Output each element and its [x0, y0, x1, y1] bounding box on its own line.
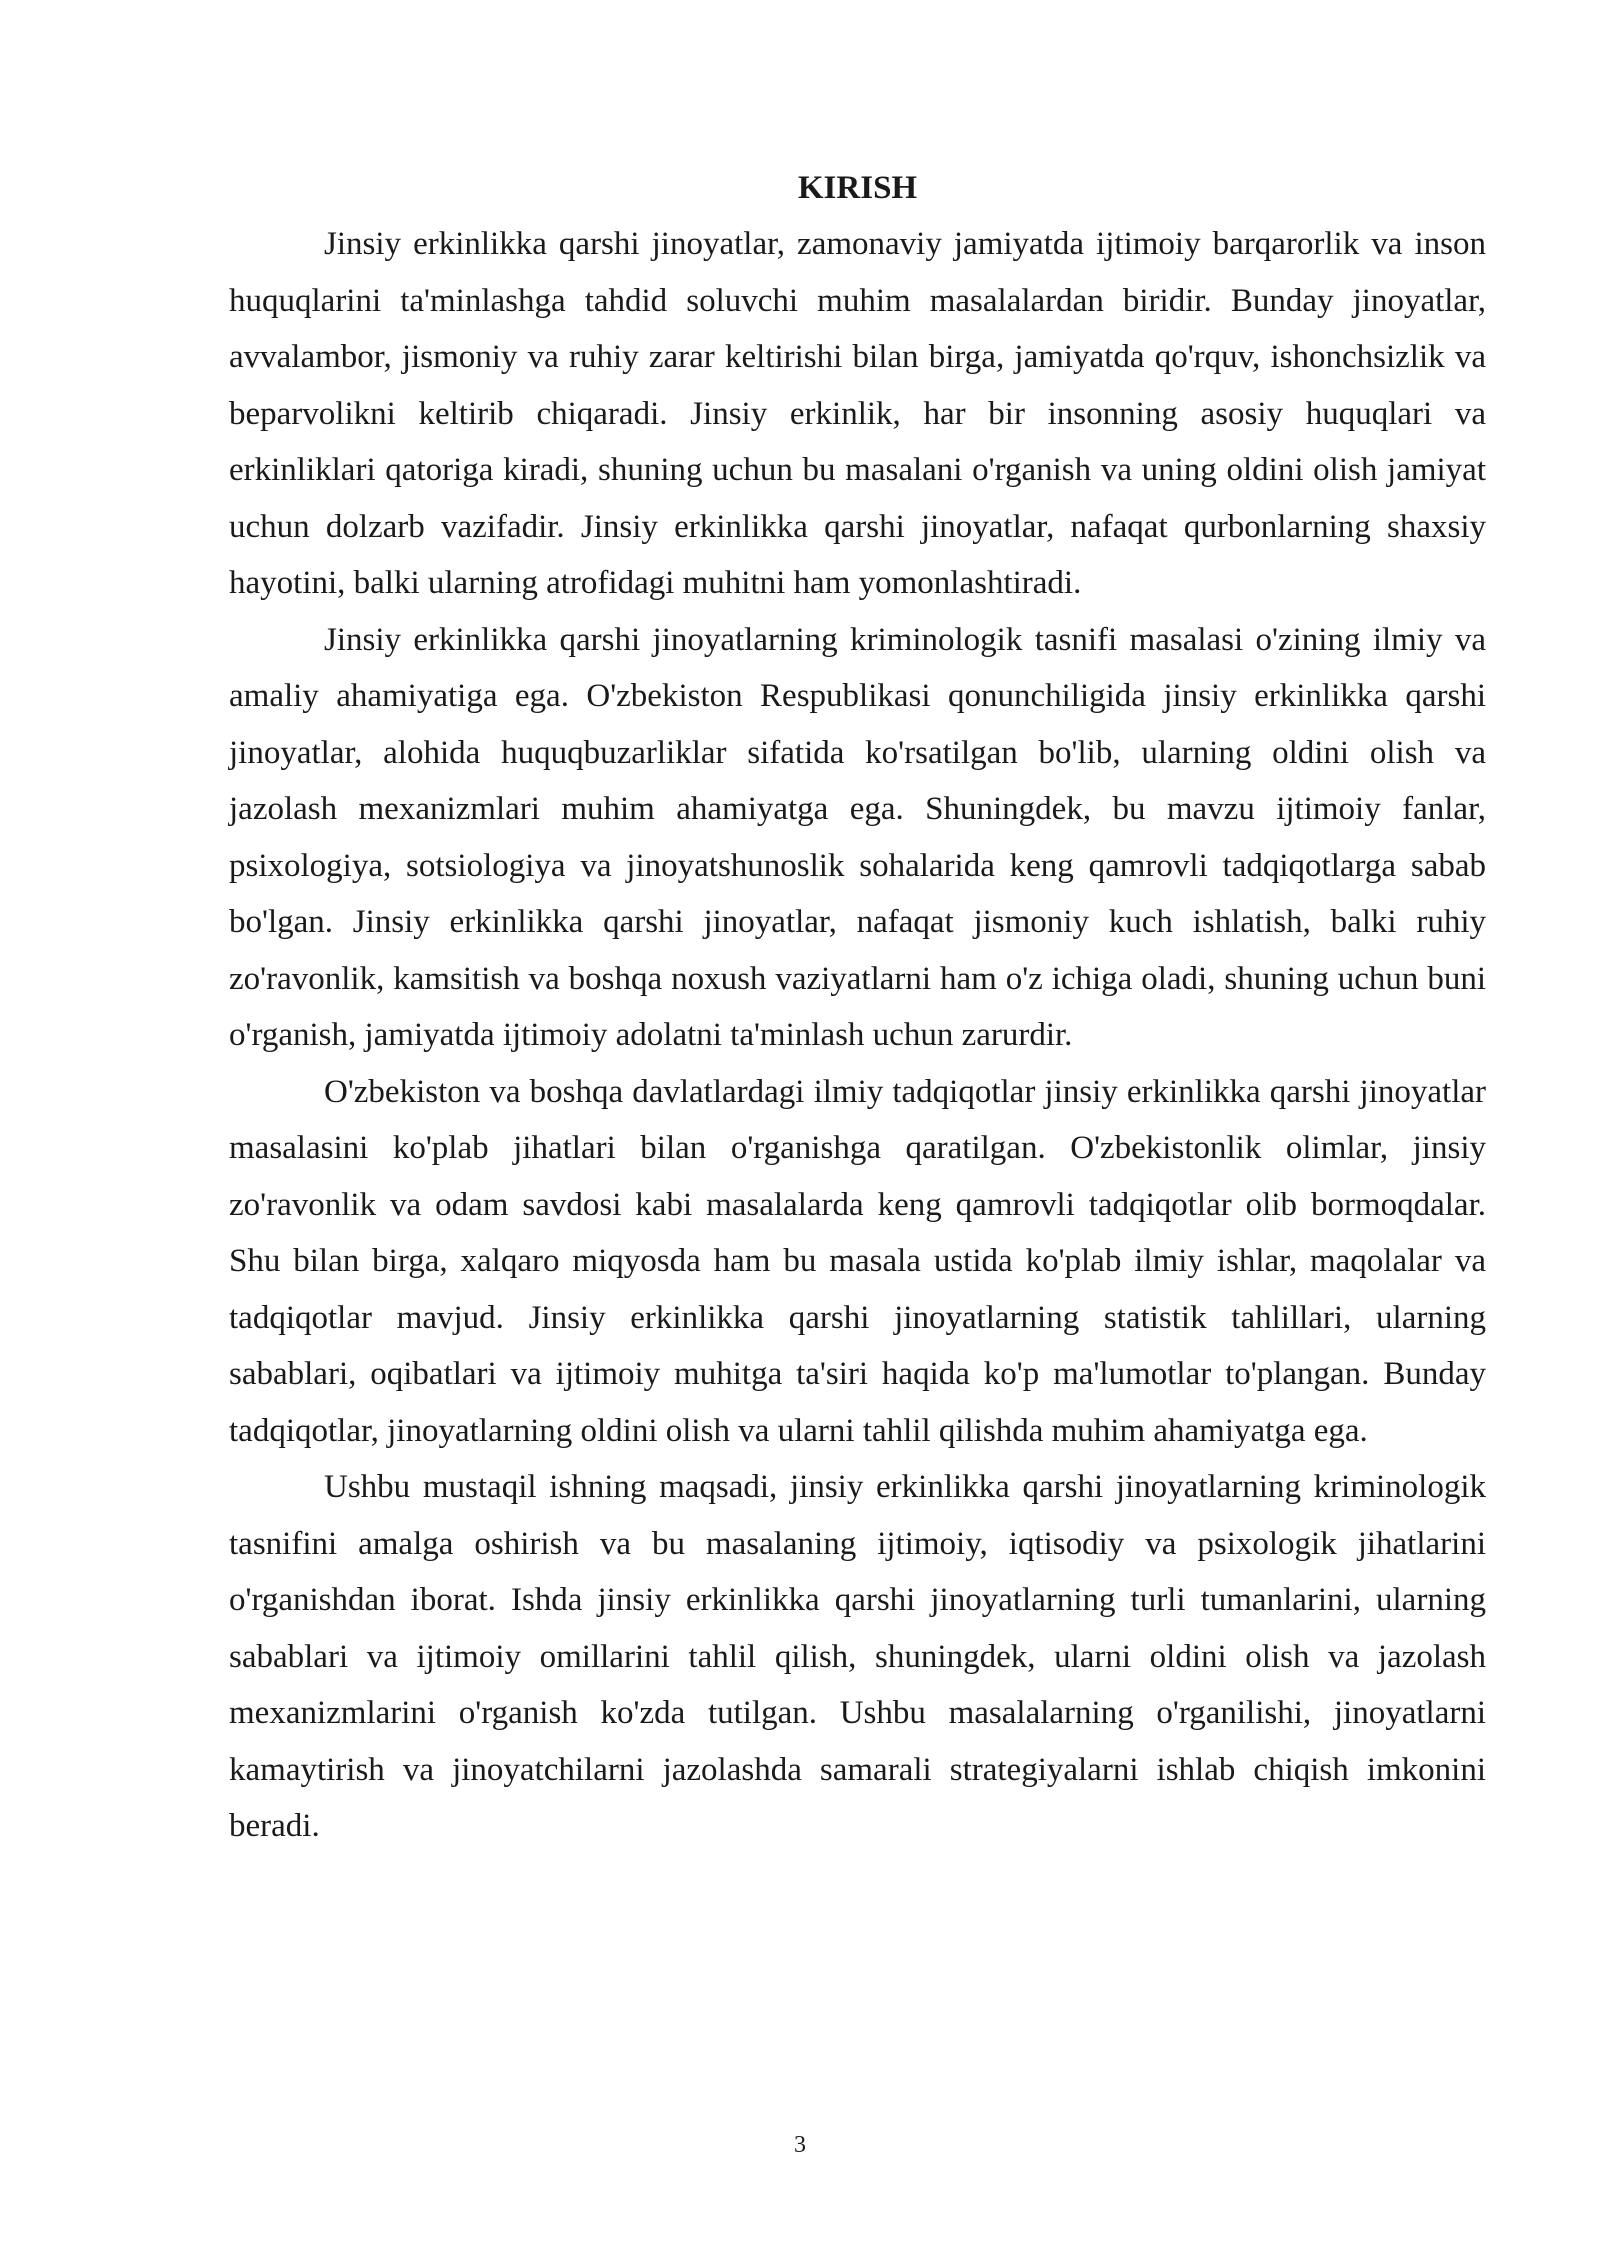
paragraph: Jinsiy erkinlikka qarshi jinoyatlarning kriminologik tasnifi masalasi o'zining ilmiy va amaliy ahamiyatiga ega. O'zbekiston Respublikasi qonunchiligida jinsiy erkinlikka qarshi jinoyatlar, alohida huquqbuzarliklar sifatida ko'rsatilgan bo'lib, ularning oldini olish va jazolash mexanizmlari muhim ahamiyatga ega. Shuningdek, bu mavzu ijtimoiy fanlar, psixologiya, sotsiologiya va jinoyatshunoslik sohalarida keng qamrovli tadqiqotlarga sabab bo'lgan. Jinsiy erkinlikka qarshi jinoyatlar, nafaqat jismoniy kuch ishlatish, balki ruhiy zo'ravonlik, kamsitish va boshqa noxush vaziyatlarni ham o'z ichiga oladi, shuning uchun buni o'rganish, jamiyatda ijtimoiy adolatni ta'minlash uchun zarurdir.	[229, 621, 1486, 1053]
section-title: KIRISH	[797, 170, 918, 206]
page-number: 3	[794, 2132, 806, 2158]
paragraph: Ushbu mustaqil ishning maqsadi, jinsiy erkinlikka qarshi jinoyatlarning kriminologik tasnifini amalga oshirish va bu masalaning ijtimoiy, iqtisodiy va psixologik jihatlarini o'rganishdan iborat. Ishda jinsiy erkinlikka qarshi jinoyatlarning turli tumanlarini, ularning sabablari va ijtimoiy omillarini tahlil qilish, shuningdek, ularni oldini olish va jazolash mexanizmlarini o'rganish ko'zda tutilgan. Ushbu masalalarning o'rganilishi, jinoyatlarni kamaytirish va jinoyatchilarni jazolashda samarali strategiyalarni ishlab chiqish imkonini beradi.	[229, 1469, 1486, 1844]
page-content	[229, 160, 1486, 1855]
paragraph: O'zbekiston va boshqa davlatlardagi ilmiy tadqiqotlar jinsiy erkinlikka qarshi jinoyatlar masalasini ko'plab jihatlari bilan o'rganishga qaratilgan. O'zbekistonlik olimlar, jinsiy zo'ravonlik va odam savdosi kabi masalalarda keng qamrovli tadqiqotlar olib bormoqdalar. Shu bilan birga, xalqaro miqyosda ham bu masala ustida ko'plab ilmiy ishlar, maqolalar va tadqiqotlar mavjud. Jinsiy erkinlikka qarshi jinoyatlarning statistik tahlillari, ularning sabablari, oqibatlari va ijtimoiy muhitga ta'siri haqida ko'p ma'lumotlar to'plangan. Bunday tadqiqotlar, jinoyatlarning oldini olish va ularni tahlil qilishda muhim ahamiyatga ega.	[229, 1073, 1486, 1449]
paragraph: Jinsiy erkinlikka qarshi jinoyatlar, zamonaviy jamiyatda ijtimoiy barqarorlik va inson huquqlarini ta'minlashga tahdid soluvchi muhim masalalardan biridir. Bunday jinoyatlar, avvalambor, jismoniy va ruhiy zarar keltirishi bilan birga, jamiyatda qo'rquv, ishonchsizlik va beparvolikni keltirib chiqaradi. Jinsiy erkinlik, har bir insonning asosiy huquqlari va erkinliklari qatoriga kiradi, shuning uchun bu masalani o'rganish va uning oldini olish jamiyat uchun dolzarb vazifadir. Jinsiy erkinlikka qarshi jinoyatlar, nafaqat qurbonlarning shaxsiy hayotini, balki ularning atrofidagi muhitni ham yomonlashtiradi.	[229, 226, 1486, 601]
